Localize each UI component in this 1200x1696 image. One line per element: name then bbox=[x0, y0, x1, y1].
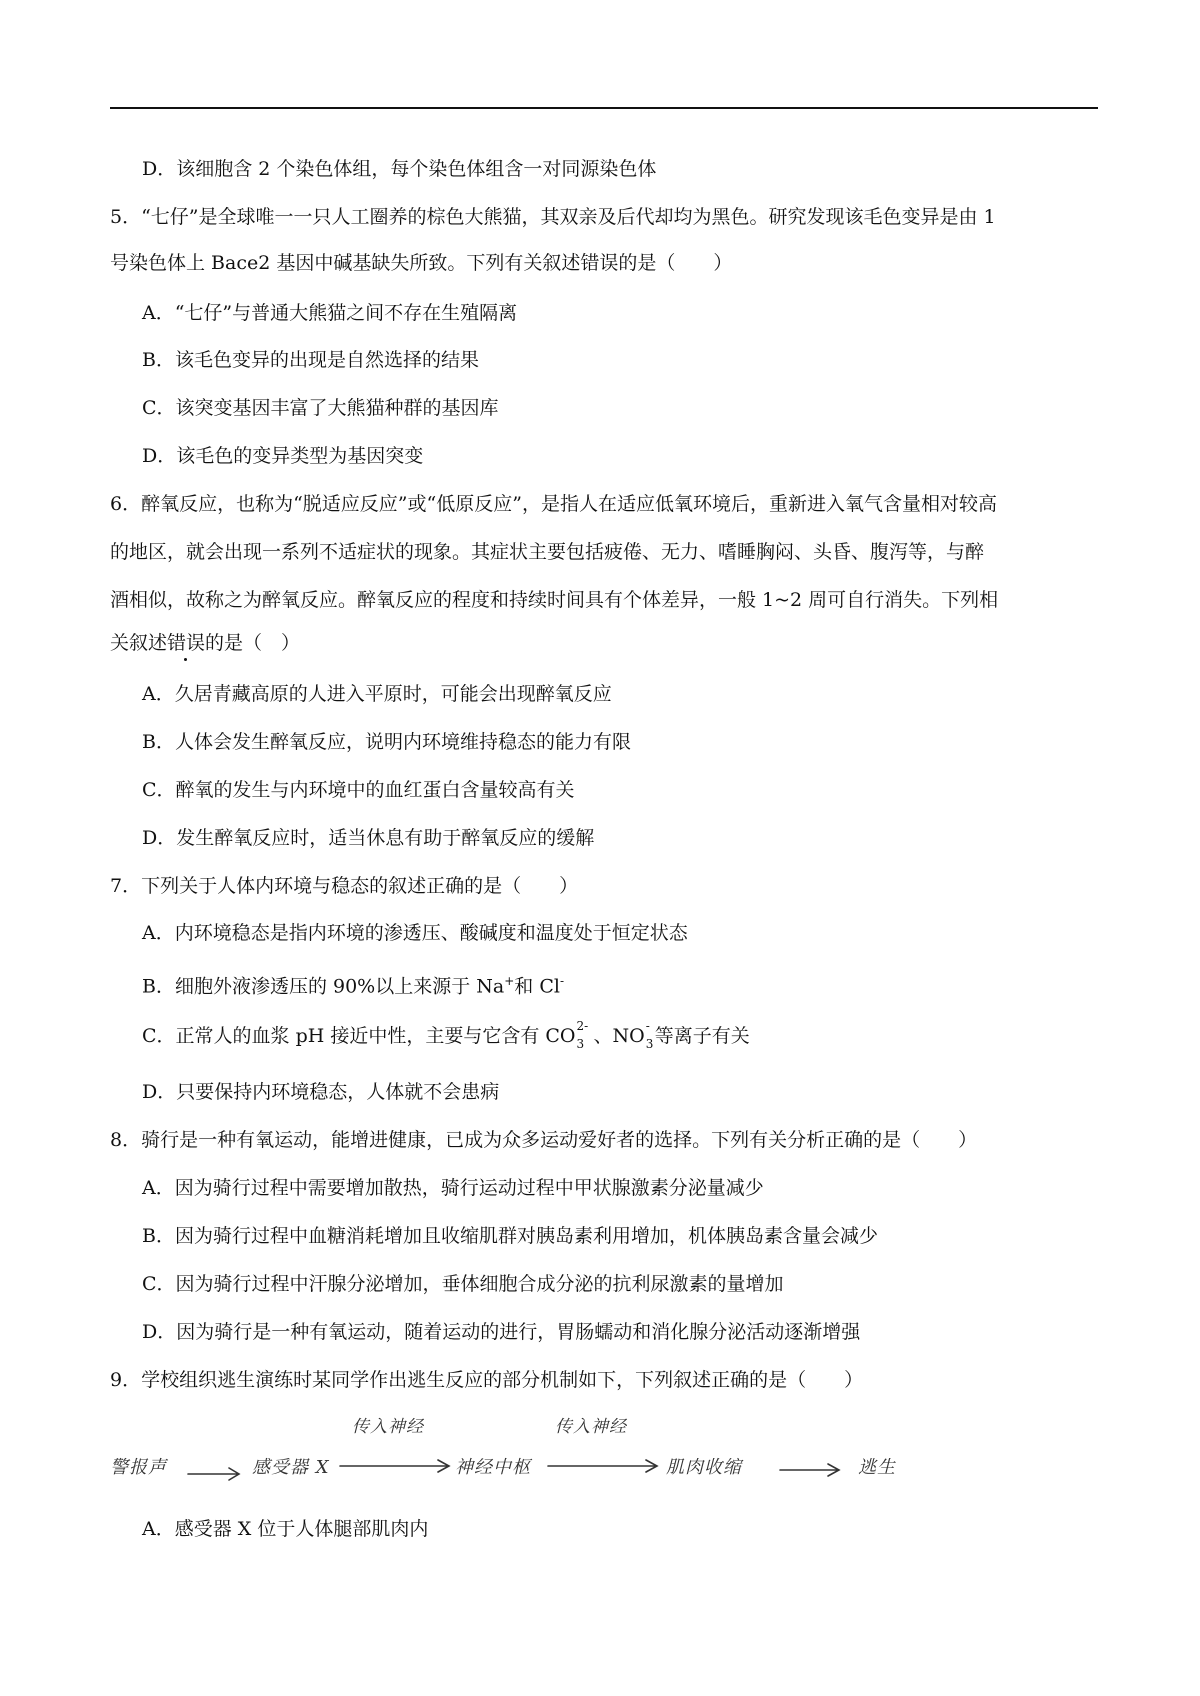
diagram-node-alarm: 警报声 bbox=[110, 1457, 167, 1478]
q8-option-b: B．因为骑行过程中血糖消耗增加且收缩肌群对胰岛素利用增加，机体胰岛素含量会减少 bbox=[142, 1225, 878, 1247]
diagram-node-muscle: 肌肉收缩 bbox=[666, 1457, 742, 1478]
q7-optc-no3-script bbox=[645, 1019, 655, 1051]
q7-option-d: D．只要保持内环境稳态，人体就不会患病 bbox=[142, 1081, 500, 1103]
q4-option-d: D．该细胞含 2 个染色体组，每个染色体组含一对同源染色体 bbox=[142, 158, 657, 180]
q6-stem-line1: 6．醉氧反应，也称为“脱适应反应”或“低原反应”，是指人在适应低氧环境后，重新进入氧气含量相对较高 bbox=[110, 493, 997, 515]
q7-stem: 7．下列关于人体内环境与稳态的叙述正确的是（ ） bbox=[110, 875, 579, 897]
q5-option-b: B．该毛色变异的出现是自然选择的结果 bbox=[142, 349, 479, 371]
diagram-node-receptor: 感受器 X bbox=[252, 1457, 330, 1478]
diagram-node-escape: 逃生 bbox=[858, 1457, 896, 1478]
q6-option-d: D．发生醉氧反应时，适当休息有助于醉氧反应的缓解 bbox=[142, 827, 595, 849]
q7-optb-na-charge: + bbox=[504, 974, 515, 988]
q7-optc-no3-charge: - bbox=[645, 1019, 650, 1033]
q8-stem: 8．骑行是一种有氧运动，能增进健康，已成为众多运动爱好者的选择。下列有关分析正确的是（ ） bbox=[110, 1129, 978, 1151]
diagram-arrow1-label: 传入神经 bbox=[352, 1417, 424, 1437]
q7-option-c bbox=[142, 1019, 750, 1051]
arrow-receptor-to-center bbox=[340, 1460, 449, 1472]
q7-optc-no3-sub: 3 bbox=[645, 1037, 654, 1051]
q8-option-c: C．因为骑行过程中汗腺分泌增加，垂体细胞合成分泌的抗利尿激素的量增加 bbox=[142, 1273, 784, 1295]
q9-stem: 9．学校组织逃生演练时某同学作出逃生反应的部分机制如下，下列叙述正确的是（ ） bbox=[110, 1369, 864, 1391]
diagram-node-center: 神经中枢 bbox=[455, 1457, 531, 1478]
q6-stem4-pre: 关叙述 bbox=[110, 632, 168, 654]
q6-stem4-post: 的是（ ） bbox=[205, 632, 301, 654]
q5-option-c: C．该突变基因丰富了大熊猫种群的基因库 bbox=[142, 397, 499, 419]
header-rule bbox=[110, 107, 1098, 109]
q6-stem4-emphasis: 错误 bbox=[167, 632, 206, 654]
arrow-muscle-to-escape bbox=[780, 1464, 839, 1476]
q5-stem-line2: 号染色体上 Bace2 基因中碱基缺失所致。下列有关叙述错误的是（ ） bbox=[110, 252, 733, 274]
q5-option-a: A．“七仔”与普通大熊猫之间不存在生殖隔离 bbox=[142, 302, 518, 324]
q8-option-a: A．因为骑行过程中需要增加散热，骑行运动过程中甲状腺激素分泌量减少 bbox=[142, 1177, 764, 1199]
q8-option-d: D．因为骑行是一种有氧运动，随着运动的进行，胃肠蠕动和消化腺分泌活动逐渐增强 bbox=[142, 1321, 861, 1343]
q5-stem-line1: 5．“七仔”是全球唯一一只人工圈养的棕色大熊猫，其双亲及后代却均为黑色。研究发现该毛色变异是由 1 bbox=[110, 206, 996, 228]
q7-optb-pre: B．细胞外液渗透压的 90%以上来源于 Na bbox=[142, 975, 505, 998]
q7-optc-mid: 、NO bbox=[593, 1025, 645, 1047]
q6-option-c: C．醉氧的发生与内环境中的血红蛋白含量较高有关 bbox=[142, 779, 575, 801]
q6-option-a: A．久居青藏高原的人进入平原时，可能会出现醉氧反应 bbox=[142, 683, 612, 705]
q6-stem-line4 bbox=[110, 631, 300, 655]
q9-option-a: A．感受器 X 位于人体腿部肌肉内 bbox=[142, 1518, 429, 1540]
arrow-center-to-muscle bbox=[548, 1460, 657, 1472]
q7-optc-co3-charge: 2- bbox=[576, 1019, 589, 1033]
q7-option-b bbox=[142, 969, 564, 998]
diagram-arrow2-label: 传入神经 bbox=[555, 1417, 627, 1437]
q7-optc-pre: C．正常人的血浆 pH 接近中性，主要与它含有 CO bbox=[142, 1025, 576, 1047]
q7-optc-co3-script bbox=[576, 1019, 594, 1051]
q7-optc-co3-sub: 3 bbox=[576, 1037, 585, 1051]
q7-optb-cl-charge: - bbox=[559, 974, 565, 988]
q7-optc-post: 等离子有关 bbox=[654, 1025, 750, 1047]
q6-stem-line2: 的地区，就会出现一系列不适症状的现象。其症状主要包括疲倦、无力、嗜睡胸闷、头昏、腹泻等，与醉 bbox=[110, 541, 985, 563]
q7-option-a: A．内环境稳态是指内环境的渗透压、酸碱度和温度处于恒定状态 bbox=[142, 922, 688, 944]
q5-option-d: D．该毛色的变异类型为基因突变 bbox=[142, 445, 424, 467]
q7-optb-mid: 和 Cl bbox=[514, 975, 560, 998]
q6-stem-line3: 酒相似，故称之为醉氧反应。醉氧反应的程度和持续时间具有个体差异，一般 1~2 周可自行消失。下列相 bbox=[110, 589, 999, 611]
q6-option-b: B．人体会发生醉氧反应，说明内环境维持稳态的能力有限 bbox=[142, 731, 631, 753]
arrow-alarm-to-receptor bbox=[188, 1468, 239, 1480]
